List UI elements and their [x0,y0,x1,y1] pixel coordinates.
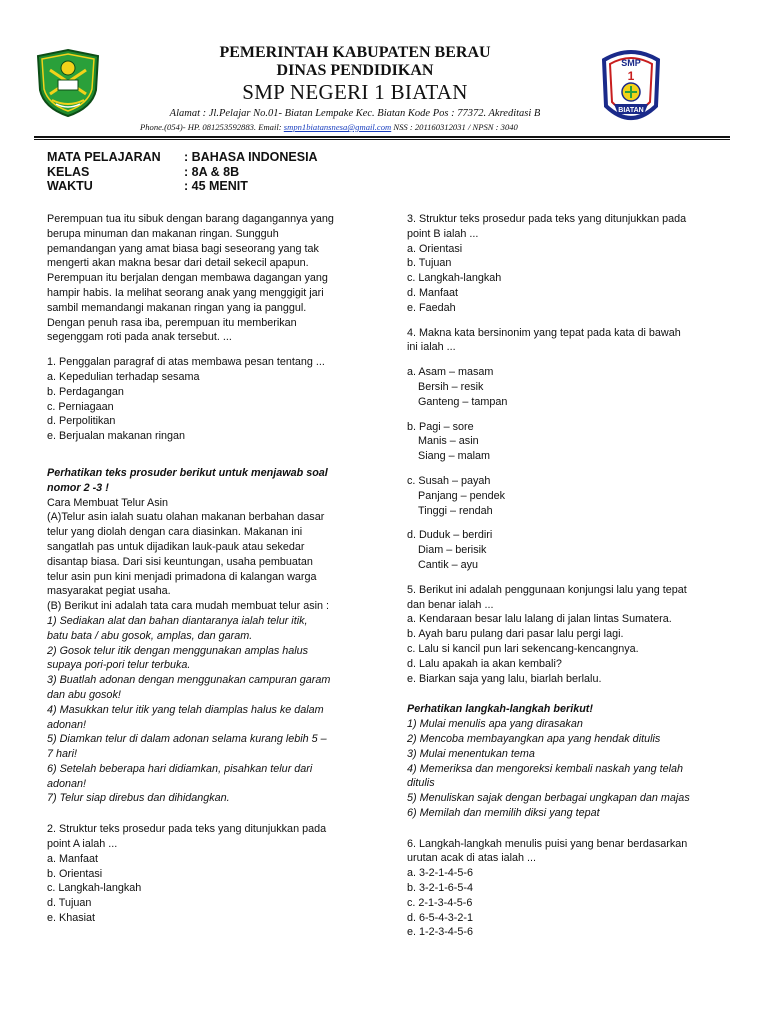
option: a. Asam – masam [407,366,494,379]
step-line: 5) Menuliskan sajak dengan berbagai ungkapan dan majas [407,792,690,805]
option-pair: Diam – berisik [418,544,487,557]
info-value: : 8A & 8B [184,164,240,179]
department-title: DINAS PENDIDIKAN [276,62,434,79]
step-line: 3) Mulai menentukan tema [407,747,535,760]
email-link[interactable]: smpn1biatansnesa@gmail.com [283,122,392,132]
letterhead [120,44,590,133]
info-key: WAKTU [47,179,93,193]
steps-heading: Perhatikan langkah-langkah berikut! [407,703,593,716]
option: e. Biarkan saja yang lalu, biarlah berlalu. [407,672,602,685]
option-pair: Ganteng – tampan [418,395,508,408]
step-line: 4) Memeriksa dan mengoreksi kembali naskah yang telah [407,762,684,775]
recipe-line: masyarakat pegiat usaha. [47,585,171,598]
question-text: 5. Berikut ini adalah penggunaan konjungsi lalu yang tepat [407,583,687,596]
question-3 [407,212,727,316]
recipe-part-b-heading: (B) Berikut ini adalah tata cara mudah membuat telur asin : [47,600,330,613]
recipe-step-line: batu bata / abu gosok, amplas, dan garam. [47,629,253,642]
recipe-line: (A)Telur asin ialah suatu olahan makanan berbahan dasar [47,511,325,524]
option: b. 3-2-1-6-5-4 [407,882,474,895]
option: b. Ayah baru pulang dari pasar lalu pergi lagi. [407,628,624,641]
recipe-line: sangatlah pas untuk dijadikan lauk-pauk atau sekedar [47,540,305,553]
step-line: 6) Memilah dan memilih diksi yang tepat [407,806,600,819]
passage-line: segenggam roti pada anak tersebut. ... [47,331,232,344]
option-pair: Bersih – resik [418,380,484,393]
question-text: dan benar ialah ... [407,598,494,611]
recipe-step-line: supaya pori-pori telur terbuka. [47,659,191,672]
option: a. 3-2-1-4-5-6 [407,867,474,880]
passage-line: hampir habis. Ia melihat seorang anak yang menggigit jari [47,286,324,299]
step-line: 2) Mencoba membayangkan apa yang hendak ditulis [407,732,661,745]
step-line: 1) Mulai menulis apa yang dirasakan [407,718,583,731]
recipe-step-line: dan abu gosok! [47,688,121,701]
option: c. Langkah-langkah [407,272,502,285]
contact-prefix: Phone.(054)- HP. 081253592883. Email: [140,122,284,132]
option: e. 1-2-3-4-5-6 [407,926,474,939]
poem-writing-steps [407,717,727,821]
question-5 [407,583,727,687]
info-row-class [47,165,318,180]
reading-passage [47,212,369,345]
recipe-line: telur asin pun kini menjadi primadona di kalangan warga [47,570,317,583]
option: a. Manfaat [47,852,99,865]
option: e. Berjualan makanan ringan [47,430,186,443]
passage-line: sambil memandangi makanan ringan yang ia panggul. [47,301,307,314]
option: e. Faedah [407,301,456,314]
recipe-step-line: adonan! [47,718,87,731]
school-address: Alamat : Jl.Pelajar No.01- Biatan Lempake Kec. Biatan Kode Pos : 77372. Akreditasi B [169,108,541,119]
option: d. Manfaat [407,286,459,299]
option-pair: Tinggi – rendah [418,504,493,517]
info-key: MATA PELAJARAN [47,150,161,164]
recipe-title: Cara Membuat Telur Asin [47,496,169,509]
passage-line: Dengan penuh rasa iba, perempuan itu memberikan [47,316,297,329]
info-key: KELAS [47,164,90,179]
emblem-number: 1 [627,69,635,83]
question-text: point A ialah ... [47,838,118,851]
option: d. Perpolitikan [47,415,116,428]
emblem-biatan-text: BIATAN [618,107,644,114]
option: c. Perniagaan [47,400,114,413]
question-text: point B ialah ... [407,227,479,240]
info-row-subject [47,150,318,165]
option: d. Lalu apakah ia akan kembali? [407,657,562,670]
option-pair: Manis – asin [418,435,479,448]
procedure-instruction [47,466,369,496]
recipe-steps [47,614,369,806]
passage-line: berupa minuman dan makanan ringan. Sungguh [47,227,279,240]
question-2 [47,822,369,926]
recipe-step-line: 2) Gosok telur itik dengan menggunakan amplas halus [47,644,309,657]
government-title: PEMERINTAH KABUPATEN BERAU [219,44,491,61]
recipe-line: disantap biasa. Dari sisi keuntungan, usaha pembuatan [47,555,313,568]
recipe-step-line: 1) Sediakan alat dan bahan diantaranya ialah telur itik, [47,614,308,627]
question-text: ini ialah ... [407,341,456,354]
info-row-time [47,179,318,194]
option: a. Kepedulian terhadap sesama [47,370,200,383]
school-name: SMP NEGERI 1 BIATAN [242,80,468,104]
recipe-step-line: 7 hari! [47,748,78,761]
passage-line: mengerti akan makna besar dari detail sekecil apapun. [47,257,309,270]
recipe-step-line: 3) Buatlah adonan dengan menggunakan campuran garam [47,674,331,687]
recipe-step-line: 7) Telur siap direbus dan dihidangkan. [47,792,230,805]
question-text: 4. Makna kata bersinonim yang tepat pada kata di bawah [407,326,681,339]
question-1 [47,355,369,444]
option: a. Orientasi [407,242,463,255]
option: b. Tujuan [407,257,452,270]
passage-line: pemandangan yang amat biasa bagi seseorang yang tak [47,242,319,255]
option: d. Duduk – berdiri [407,529,493,542]
recipe-line: telur yang diolah dengan cara diasinkan. Makanan ini [47,526,303,539]
contact-suffix: NSS : 201160312031 / NPSN : 3040 [391,122,518,132]
question-text: 3. Struktur teks prosedur pada teks yang ditunjukkan pada [407,213,687,225]
info-value: : 45 MENIT [184,179,248,193]
question-6 [407,837,727,941]
option: c. 2-1-3-4-5-6 [407,896,473,909]
question-text: urutan acak di atas ialah ... [407,852,537,865]
recipe-part-a [47,510,369,599]
option: c. Susah – payah [407,474,491,487]
passage-line: Perempuan itu berjalan dengan membawa dagangan yang [47,272,328,285]
option: b. Pagi – sore [407,420,474,433]
question-4 [407,326,727,573]
passage-line: Perempuan tua itu sibuk dengan barang dagangannya yang [47,213,334,225]
recipe-step-line: 6) Setelah beberapa hari didiamkan, pisahkan telur dari [47,762,313,775]
kabupaten-berau-emblem [34,48,102,118]
instruction-line: Perhatikan teks prosuder berikut untuk menjawab soal [47,466,328,479]
left-column [47,212,369,926]
question-text: 6. Langkah-langkah menulis puisi yang benar berdasarkan [407,837,688,850]
option: b. Orientasi [47,867,103,880]
option: e. Khasiat [47,912,96,925]
option: c. Lalu si kancil pun lari sekencang-kencangnya. [407,642,639,655]
school-contact [120,121,600,133]
option-pair: Siang – malam [418,450,491,463]
option: c. Langkah-langkah [47,882,142,895]
recipe-step-line: adonan! [47,777,87,790]
question-text: 2. Struktur teks prosedur pada teks yang ditunjukkan pada [47,823,327,836]
letterhead-rule-thin [34,139,730,140]
recipe-step-line: 4) Masukkan telur itik yang telah diamplas halus ke dalam [47,703,324,716]
info-value: : BAHASA INDONESIA [184,150,318,164]
emblem-smp-text: SMP [621,58,641,68]
letterhead-rule-thick [34,136,730,138]
option: b. Perdagangan [47,385,124,398]
step-line: ditulis [407,777,435,790]
instruction-line: nomor 2 -3 ! [47,481,109,494]
option-pair: Panjang – pendek [418,489,506,502]
recipe-step-line: 5) Diamkan telur di dalam adonan selama kurang lebih 5 – [47,733,327,746]
option: a. Kendaraan besar lalu lalang di jalan lintas Sumatera. [407,613,672,626]
exam-info [47,150,318,194]
option: d. Tujuan [47,897,92,910]
question-text: 1. Penggalan paragraf di atas membawa pesan tentang ... [47,356,325,369]
option-pair: Cantik – ayu [418,558,479,571]
right-column [407,212,727,940]
option: d. 6-5-4-3-2-1 [407,911,474,924]
smp-biatan-emblem [598,46,664,134]
